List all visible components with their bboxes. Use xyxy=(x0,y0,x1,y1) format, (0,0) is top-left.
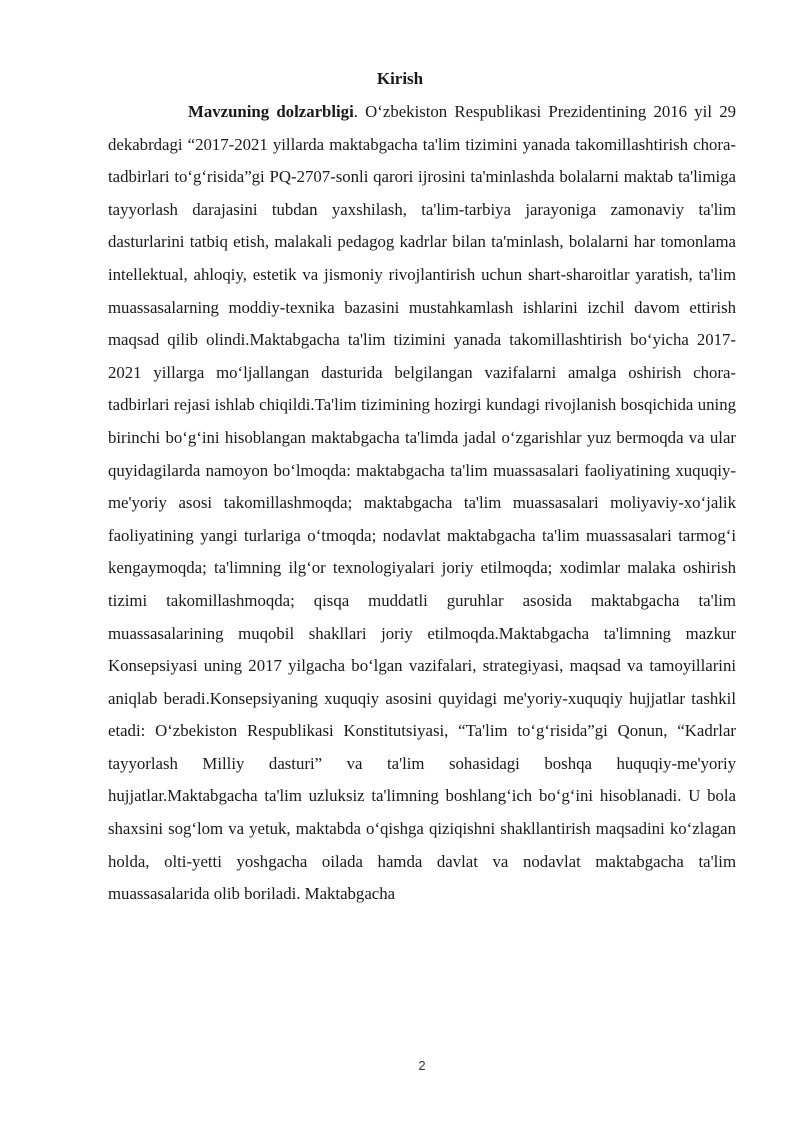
paragraph-body: . O‘zbekiston Respublikasi Prezidentining 2016 yil 29 dekabrdagi “2017-2021 yillarda maktabgacha ta'lim tizimini yanada takomillashtirish chora-tadbirlari to‘g‘risida”gi PQ-2707-sonli qarori ijrosini ta'minlashda bolalarni maktab ta'limiga tayyorlash darajasini tubdan yaxshilash, ta'lim-tarbiya jarayoniga zamonaviy ta'lim dasturlarini tatbiq etish, malakali pedagog kadrlar bilan ta'minlash, bolalarni har tomonlama intellektual, ahloqiy, estetik va jismoniy rivojlantirish uchun shart-sharoitlar yaratish, ta'lim muassasalarning moddiy-texnika bazasini mustahkamlash ishlarini izchil davom ettirish maqsad qilib olindi.Maktabgacha ta'lim tizimini yanada takomillashtirish bo‘yicha 2017-2021 yillarga mo‘ljallangan dasturida belgilangan vazifalarni amalga oshirish chora-tadbirlari rejasi ishlab chiqildi.Ta'lim tizimining hozirgi kundagi rivojlanish bosqichida uning birinchi bo‘g‘ini hisoblangan maktabgacha ta'limda jadal o‘zgarishlar yuz bermoqda va ular quyidagilarda namoyon bo‘lmoqda: maktabgacha ta'lim muassasalari faoliyatining xuquqiy-me'yoriy asosi takomillashmoqda; maktabgacha ta'lim muassasalari moliyaviy-xo‘jalik faoliyatining yangi turlariga o‘tmoqda; nodavlat maktabgacha ta'lim muassasalari tarmog‘i kengaymoqda; ta'limning ilg‘or texnologiyalari joriy etilmoqda; xodimlar malaka oshirish tizimi takomillashmoqda; qisqa muddatli guruhlar asosida maktabgacha ta'lim muassasalarining muqobil shakllari joriy etilmoqda.Maktabgacha ta'limning mazkur Konsepsiyasi uning 2017 yilgacha bo‘lgan vazifalari, strategiyasi, maqsad va tamoyillarini aniqlab beradi.Konsepsiyaning xuquqiy asosini quyidagi me'yoriy-xuquqiy hujjatlar tashkil etadi: O‘zbekiston Respublikasi Konstitutsiyasi, “Ta'lim to‘g‘risida”gi Qonun, “Kadrlar tayyorlash Milliy dasturi” va ta'lim sohasidagi boshqa huquqiy-me'yoriy hujjatlar.Maktabgacha ta'lim uzluksiz ta'limning boshlang‘ich bo‘g‘ini hisoblanadi. U bola shaxsini sog‘lom va yetuk, maktabda o‘qishga qiziqishni shakllantirish maqsadini ko‘zlagan holda, olti-yetti yoshgacha oilada hamda davlat va nodavlat maktabgacha ta'lim muassasalarida olib boriladi. Maktabgacha xyxy=(108,102,736,904)
paragraph-lead: Mavzuning dolzarbligi xyxy=(188,102,354,121)
body-paragraph xyxy=(108,96,736,911)
page-number: 2 xyxy=(418,1058,426,1073)
section-heading: Kirish xyxy=(376,69,424,88)
